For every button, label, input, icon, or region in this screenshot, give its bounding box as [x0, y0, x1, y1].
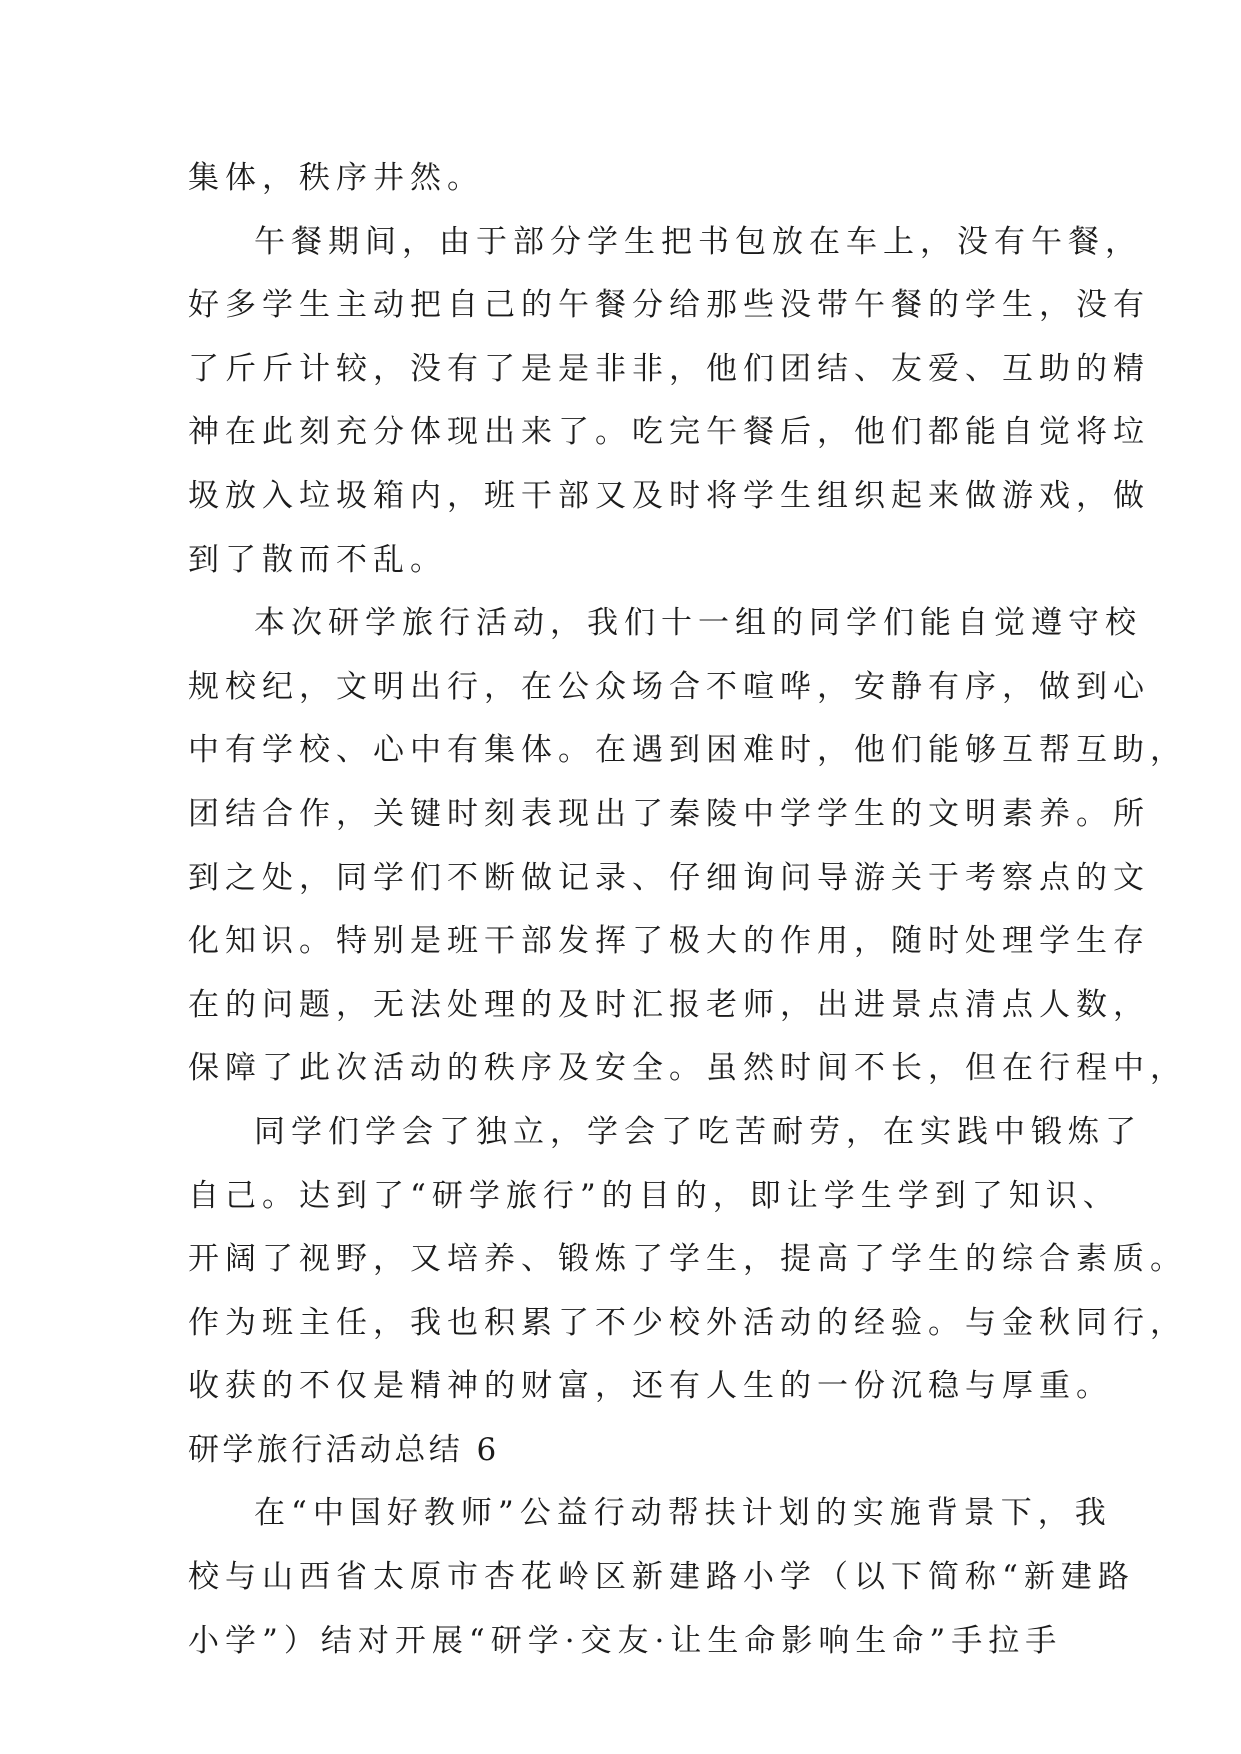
paragraph-line: 小学”）结对开展“研学·交友·让生命影响生命”手拉手	[188, 1622, 1063, 1659]
paragraph-line: 化知识。特别是班干部发挥了极大的作用，随时处理学生存	[188, 923, 1150, 960]
paragraph-line: 集体，秩序井然。	[188, 160, 484, 196]
paragraph-line: 到了散而不乱。	[188, 541, 447, 578]
paragraph-line: 作为班主任，我也积累了不少校外活动的经验。与金秋同行，	[188, 1304, 1187, 1341]
paragraph-line: 校与山西省太原市杏花岭区新建路小学（以下简称“新建路	[188, 1559, 1135, 1596]
paragraph-line: 神在此刻充分体现出来了。吃完午餐后，他们都能自觉将垃	[188, 414, 1150, 451]
paragraph-line: 规校纪，文明出行，在公众场合不喧哗，安静有序，做到心	[188, 668, 1150, 705]
paragraph-first-line: 在“中国好教师”公益行动帮扶计划的实施背景下，我	[254, 1495, 1112, 1532]
paragraph-line: 保障了此次活动的秩序及安全。虽然时间不长，但在行程中，	[188, 1050, 1187, 1087]
paragraph-line: 在的问题，无法处理的及时汇报老师，出进景点清点人数，	[188, 986, 1150, 1023]
paragraph-line: 收获的不仅是精神的财富，还有人生的一份沉稳与厚重。	[188, 1368, 1113, 1405]
paragraph-first-line: 午餐期间，由于部分学生把书包放在车上，没有午餐，	[254, 223, 1142, 260]
paragraph-line: 开阔了视野，又培养、锻炼了学生，提高了学生的综合素质。	[188, 1241, 1187, 1278]
paragraph-line: 团结合作，关键时刻表现出了秦陵中学学生的文明素养。所	[188, 795, 1150, 832]
paragraph-first-line: 本次研学旅行活动，我们十一组的同学们能自觉遵守校	[254, 605, 1142, 642]
paragraph-line: 了斤斤计较，没有了是是非非，他们团结、友爱、互助的精	[188, 350, 1150, 387]
paragraph-line: 好多学生主动把自己的午餐分给那些没带午餐的学生，没有	[188, 287, 1150, 324]
section-heading: 研学旅行活动总结 6	[188, 1431, 500, 1468]
paragraph-line: 自己。达到了“研学旅行”的目的，即让学生学到了知识、	[188, 1177, 1120, 1214]
paragraph-line: 到之处，同学们不断做记录、仔细询问导游关于考察点的文	[188, 859, 1150, 896]
paragraph-line: 中有学校、心中有集体。在遇到困难时，他们能够互帮互助，	[188, 732, 1187, 769]
paragraph-line: 圾放入垃圾箱内，班干部又及时将学生组织起来做游戏，做	[188, 477, 1150, 514]
document-body	[188, 158, 1187, 1684]
paragraph-first-line: 同学们学会了独立，学会了吃苦耐劳，在实践中锻炼了	[254, 1113, 1142, 1150]
